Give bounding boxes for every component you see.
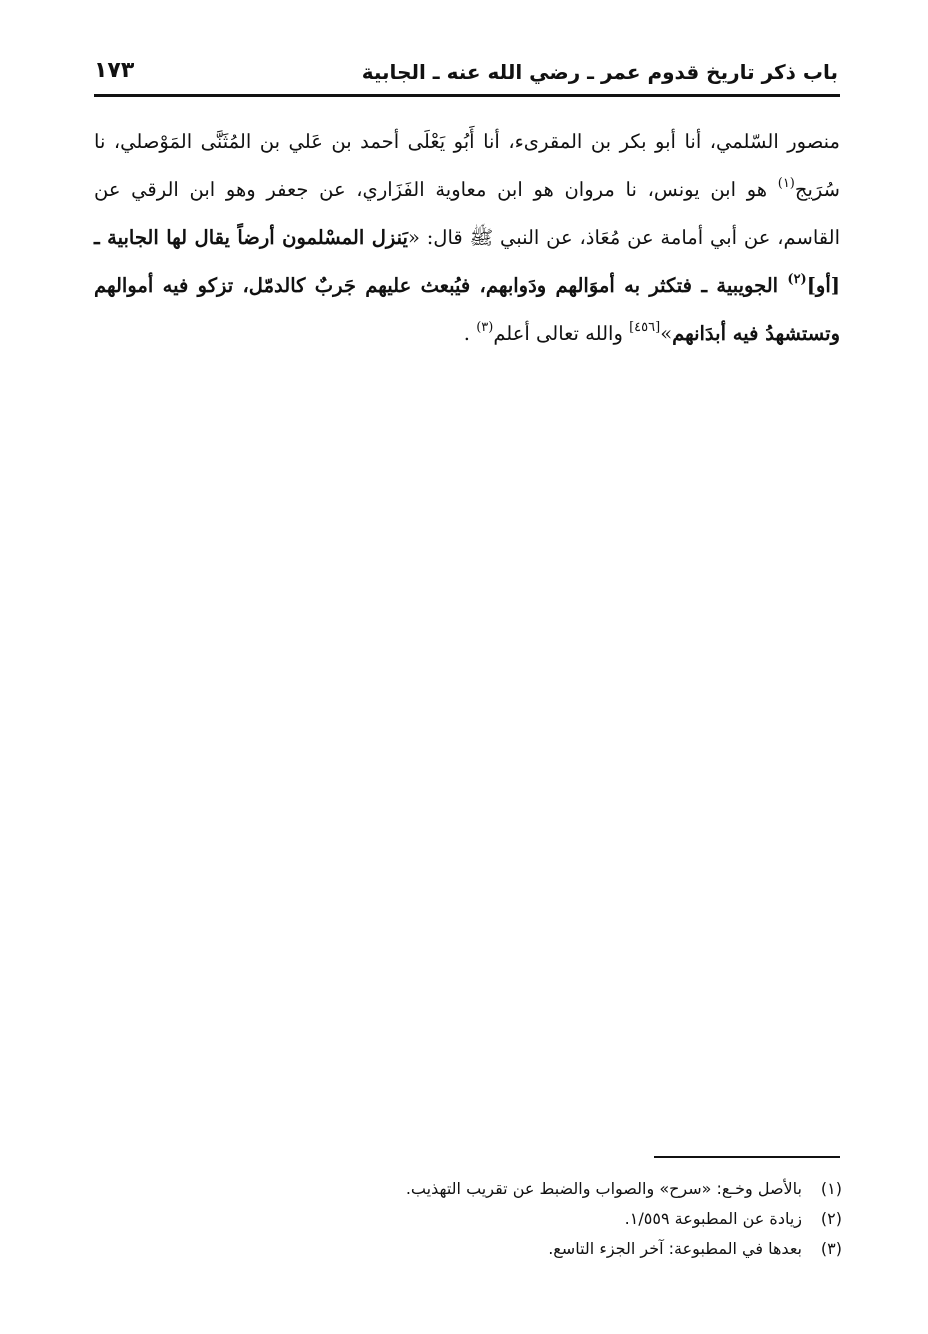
footnote-number: (٣) xyxy=(820,1239,842,1258)
main-text xyxy=(94,118,840,358)
text-segment: والله تعالى أعلم xyxy=(493,322,630,345)
footnotes xyxy=(300,1174,842,1264)
footnote-ref-2: (٢) xyxy=(787,272,807,287)
footnote-text: زيادة عن المطبوعة ١/٥٥٩. xyxy=(624,1209,802,1228)
text-segment: » xyxy=(660,322,673,345)
footnote-number: (٢) xyxy=(820,1209,842,1228)
footnote xyxy=(300,1174,842,1204)
footnote xyxy=(300,1204,842,1234)
footnote-text: بعدها في المطبوعة: آخر الجزء التاسع. xyxy=(548,1239,802,1258)
footnote-ref-3: (٣) xyxy=(476,320,494,335)
text-segment: هو ابن يونس، نا مروان هو ابن معاوية الفَزَاري، عن جعفر وهو ابن الرقي عن القاسم، عن أبي أمامة عن مُعَاذ، عن النبي ﷺ قال: « xyxy=(94,178,840,249)
footnote-ref-1: (١) xyxy=(777,176,795,191)
footnote-rule xyxy=(654,1156,840,1158)
text-segment: . xyxy=(463,322,477,345)
footnote-text: بالأصل وخـع: «سرح» والصواب والضبط عن تقريب التهذيب. xyxy=(405,1179,802,1198)
hadith-text: الجويبية ـ فتكثر به أموَالهم ودَوابهم، فيُبعث عليهم جَربٌ كالدمّل، تزكو فيه أموالهم وتستشهدُ فيه أبدَانهم xyxy=(94,274,840,345)
page-number: ١٧٣ xyxy=(94,58,135,83)
footnote xyxy=(300,1234,842,1264)
hadith-text: يَنزل المسْلمون أرضاً يقال لها الجابية ـ [أو] xyxy=(94,226,840,297)
running-header xyxy=(94,58,838,92)
chapter-title: باب ذكر تاريخ قدوم عمر ـ رضي الله عنه ـ الجابية xyxy=(361,60,838,84)
text-segment: منصور السّلمي، أنا أبو بكر بن المقرىء، أنا أَبُو يَعْلَى أحمد بن عَلي بن المُثَنَّى المَوْصلي، نا سُرَيج xyxy=(94,130,840,201)
footnote-number: (١) xyxy=(820,1179,842,1198)
header-rule xyxy=(94,94,840,97)
hadith-number: [٤٥٦] xyxy=(629,320,661,335)
